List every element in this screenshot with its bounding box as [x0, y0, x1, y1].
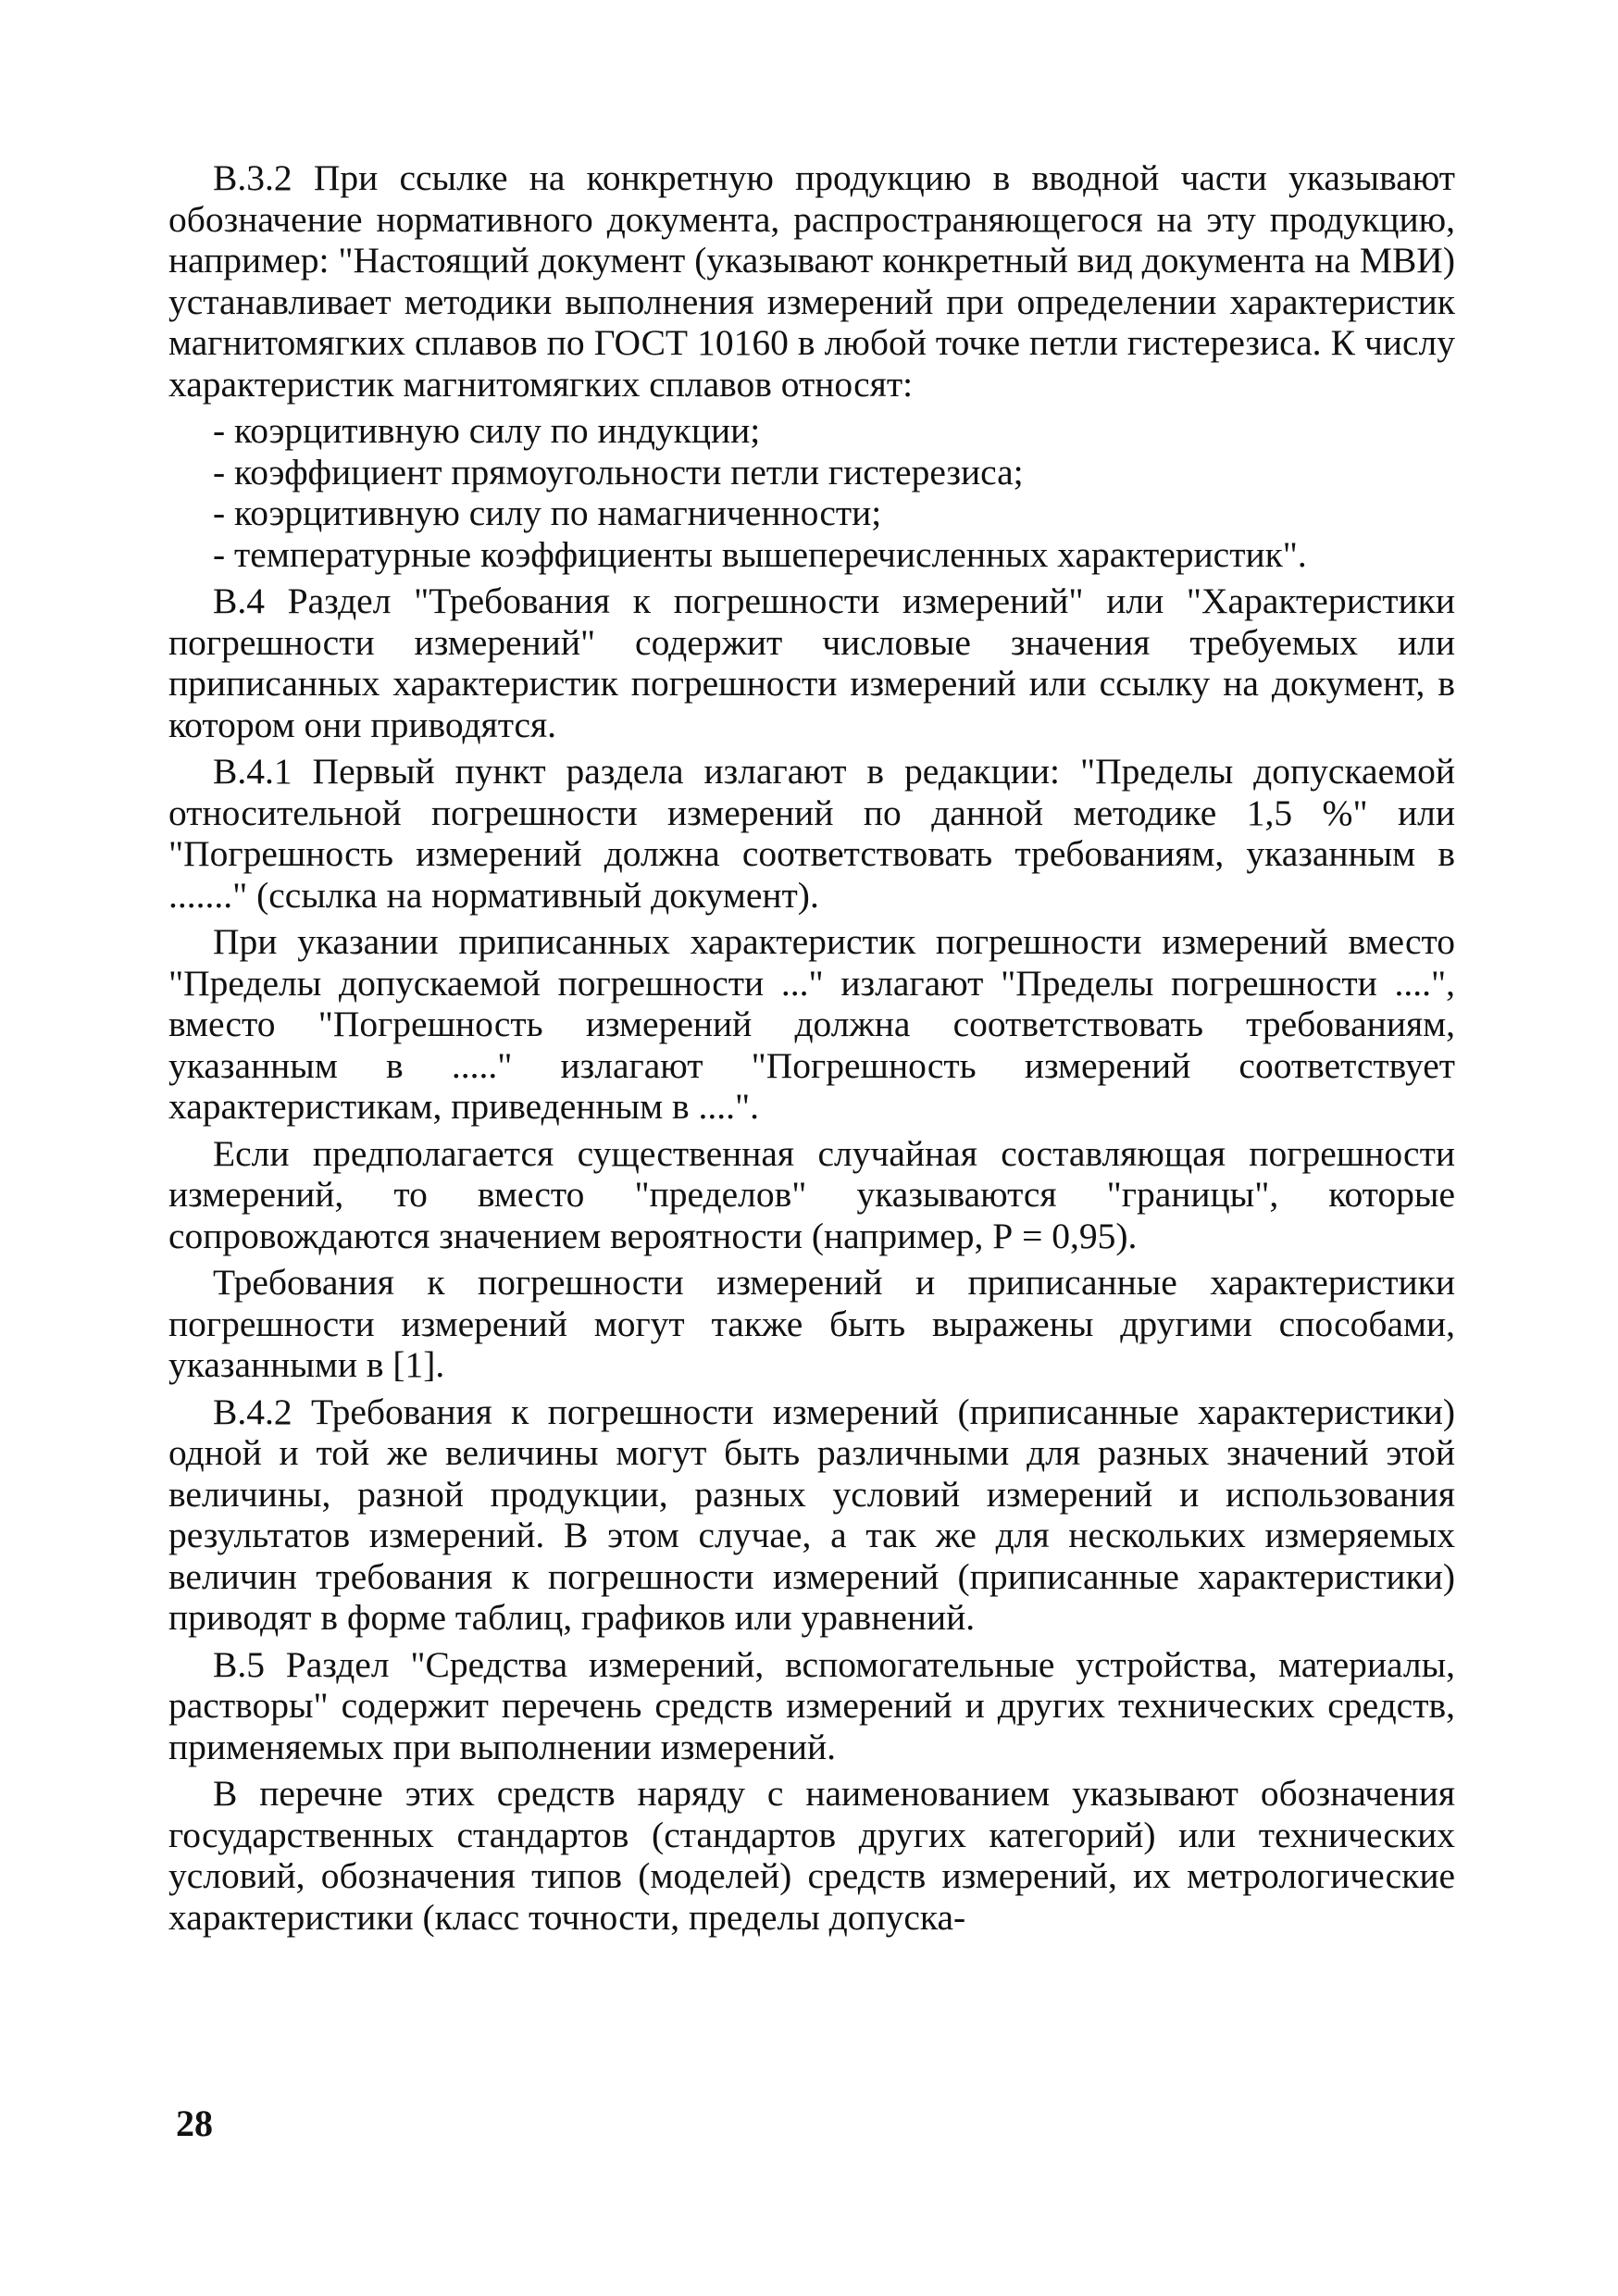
list-item: - коэффициент прямоугольности петли гистерезиса;: [213, 451, 1024, 493]
paragraph-other-methods: Требования к погрешности измерений и приписанные характеристики погрешности измерений могут также быть выражены другими способами, указанными в [1].: [168, 1262, 1455, 1385]
list-item: - коэрцитивную силу по намагниченности;: [213, 493, 882, 533]
list-item: - температурные коэффициенты вышеперечисленных характеристик".: [213, 533, 1307, 575]
paragraph-means-list: В перечне этих средств наряду с наименованием указывают обозначения государственных стандартов (стандартов других категорий) или технических условий, обозначения типов (моделей) средств измерений, их метрологические характеристики (класс точности, пределы допуска-: [168, 1773, 1455, 1938]
page-number: 28: [176, 2103, 213, 2144]
paragraph-b4: В.4 Раздел "Требования к погрешности измерений" или "Характеристики погрешности измерений" содержит числовые значения требуемых или приписанных характеристик погрешности измерений или ссылку на документ, в котором они приводятся.: [168, 580, 1455, 745]
list-item: - коэрцитивную силу по индукции;: [213, 410, 761, 451]
paragraph-b41: В.4.1 Первый пункт раздела излагают в редакции: "Пределы допускаемой относительной погрешности измерений по данной методике 1,5 %" или "Погрешность измерений должна соответствовать требованиям, указанным в ......." (ссылка на нормативный документ).: [168, 751, 1455, 916]
paragraph-attributed-characteristics: При указании приписанных характеристик погрешности измерений вместо "Пределы допускаемой погрешности ..." излагают "Пределы погрешности ....", вместо "Погрешность измерений должна соответствовать требованиям, указанным в ....." излагают "Погрешность измерений соответствует характеристикам, приведенным в ....".: [168, 921, 1455, 1127]
alloy-characteristics-list: [168, 410, 1455, 575]
paragraph-b32: В.3.2 При ссылке на конкретную продукцию в вводной части указывают обозначение нормативного документа, распространяющегося на эту продукцию, например: "Настоящий документ (указывают конкретный вид документа на МВИ) устанавливает методики выполнения измерений при определении характеристик магнитомягких сплавов по ГОСТ 10160 в любой точке петли гистерезиса. К числу характеристик магнитомягких сплавов относят:: [168, 157, 1455, 405]
paragraph-b5: В.5 Раздел "Средства измерений, вспомогательные устройства, материалы, растворы" содержит перечень средств измерений и других технических средств, применяемых при выполнении измерений.: [168, 1643, 1455, 1767]
paragraph-random-component: Если предполагается существенная случайная составляющая погрешности измерений, то вместо "пределов" указываются "границы", которые сопровождаются значением вероятности (например, Р = 0,95).: [168, 1132, 1455, 1256]
document-page: [168, 157, 1455, 1943]
paragraph-b42: В.4.2 Требования к погрешности измерений (приписанные характеристики) одной и той же величины могут быть различными для разных значений этой величины, разной продукции, разных условий измерений и использования результатов измерений. В этом случае, а так же для нескольких измеряемых величин требования к погрешности измерений (приписанные характеристики) приводят в форме таблиц, графиков или уравнений.: [168, 1391, 1455, 1638]
